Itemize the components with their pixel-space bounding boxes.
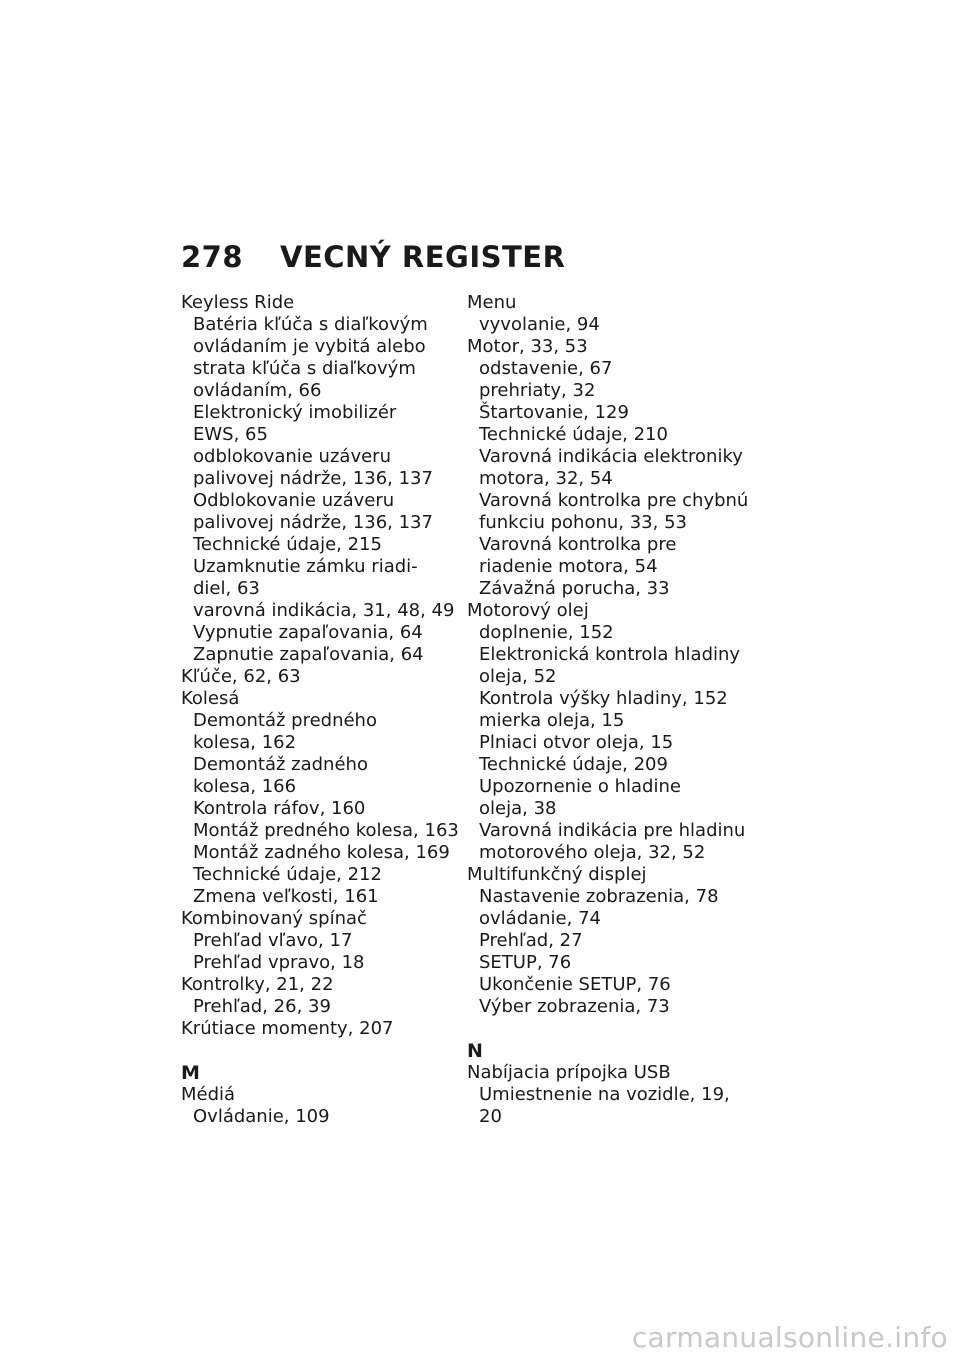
index-subentry: varovná indikácia, 31, 48, 49 bbox=[193, 600, 455, 621]
index-subentry: Plniaci otvor oleja, 15 bbox=[479, 732, 674, 753]
index-subentry: Varovná kontrolka pre chybnú bbox=[479, 490, 749, 511]
index-subentry: Technické údaje, 209 bbox=[479, 754, 668, 775]
section-gap bbox=[467, 1018, 757, 1040]
index-letter-heading: N bbox=[467, 1040, 483, 1062]
index-entry-continuation: strata kľúča s diaľkovým bbox=[193, 358, 416, 379]
index-entry-continuation: motorového oleja, 32, 52 bbox=[479, 842, 706, 863]
index-subentry: Prehľad vpravo, 18 bbox=[193, 952, 365, 973]
index-entry: Motor, 33, 53 bbox=[467, 336, 588, 357]
index-entry-continuation: ovládaním, 66 bbox=[193, 380, 322, 401]
index-subentry: Batéria kľúča s diaľkovým bbox=[193, 314, 428, 335]
index-subentry: Prehľad, 27 bbox=[479, 930, 583, 951]
index-subentry: Demontáž predného bbox=[193, 710, 377, 731]
section-gap bbox=[181, 1040, 471, 1062]
index-subentry: odblokovanie uzáveru bbox=[193, 446, 391, 467]
index-subentry: Varovná indikácia pre hladinu bbox=[479, 820, 746, 841]
index-subentry: Technické údaje, 215 bbox=[193, 534, 382, 555]
index-entry-continuation: kolesa, 166 bbox=[193, 776, 297, 797]
index-subentry: prehriaty, 32 bbox=[479, 380, 596, 401]
index-entry: Multifunkčný displej bbox=[467, 864, 647, 885]
index-subentry: Kontrola ráfov, 160 bbox=[193, 798, 366, 819]
index-entry: Kolesá bbox=[181, 688, 240, 709]
index-entry: Keyless Ride bbox=[181, 292, 295, 313]
index-subentry: Zapnutie zapaľovania, 64 bbox=[193, 644, 424, 665]
index-subentry: Umiestnenie na vozidle, 19, bbox=[479, 1084, 730, 1105]
index-entry: Krútiace momenty, 207 bbox=[181, 1018, 394, 1039]
index-entry: Médiá bbox=[181, 1084, 236, 1105]
page-header bbox=[181, 240, 565, 274]
index-entry-continuation: palivovej nádrže, 136, 137 bbox=[193, 512, 433, 533]
index-subentry: Technické údaje, 212 bbox=[193, 864, 382, 885]
index-subentry: Nastavenie zobrazenia, 78 bbox=[479, 886, 719, 907]
index-letter-heading: M bbox=[181, 1062, 200, 1084]
index-subentry: Odblokovanie uzáveru bbox=[193, 490, 395, 511]
index-entry-continuation: motora, 32, 54 bbox=[479, 468, 613, 489]
index-subentry: odstavenie, 67 bbox=[479, 358, 613, 379]
index-subentry: Kontrola výšky hladiny, 152 bbox=[479, 688, 728, 709]
index-subentry: Zmena veľkosti, 161 bbox=[193, 886, 379, 907]
index-subentry: Štartovanie, 129 bbox=[479, 402, 629, 423]
index-entry: Motorový olej bbox=[467, 600, 589, 621]
index-subentry: Technické údaje, 210 bbox=[479, 424, 668, 445]
index-column-right bbox=[467, 292, 757, 1128]
index-subentry: Vypnutie zapaľovania, 64 bbox=[193, 622, 423, 643]
index-subentry: mierka oleja, 15 bbox=[479, 710, 625, 731]
index-subentry: Závažná porucha, 33 bbox=[479, 578, 670, 599]
index-entry: Kontrolky, 21, 22 bbox=[181, 974, 334, 995]
index-subentry: vyvolanie, 94 bbox=[479, 314, 600, 335]
index-entry-continuation: 20 bbox=[479, 1106, 502, 1127]
index-entry-continuation: oleja, 52 bbox=[479, 666, 557, 687]
page-title: VECNÝ REGISTER bbox=[280, 240, 566, 274]
index-subentry: Demontáž zadného bbox=[193, 754, 368, 775]
index-entry-continuation: kolesa, 162 bbox=[193, 732, 297, 753]
index-subentry: doplnenie, 152 bbox=[479, 622, 614, 643]
index-subentry: Upozornenie o hladine bbox=[479, 776, 681, 797]
watermark: carmanualsonline.info bbox=[631, 1321, 948, 1354]
page-number: 278 bbox=[181, 240, 244, 274]
index-entry-continuation: ovládaním je vybitá alebo bbox=[193, 336, 426, 357]
index-subentry: Elektronický imobilizér bbox=[193, 402, 397, 423]
index-subentry: Uzamknutie zámku riadi- bbox=[193, 556, 418, 577]
index-subentry: Ukončenie SETUP, 76 bbox=[479, 974, 671, 995]
index-entry: Kombinovaný spínač bbox=[181, 908, 367, 929]
index-subentry: Montáž predného kolesa, 163 bbox=[193, 820, 459, 841]
index-subentry: Ovládanie, 109 bbox=[193, 1106, 330, 1127]
index-entry-continuation: funkciu pohonu, 33, 53 bbox=[479, 512, 687, 533]
index-entry-continuation: oleja, 38 bbox=[479, 798, 557, 819]
index-subentry: Elektronická kontrola hladiny bbox=[479, 644, 741, 665]
index-entry-continuation: palivovej nádrže, 136, 137 bbox=[193, 468, 433, 489]
index-entry: Menu bbox=[467, 292, 517, 313]
index-entry: Nabíjacia prípojka USB bbox=[467, 1062, 671, 1083]
index-column-left bbox=[181, 292, 471, 1128]
index-entry-continuation: riadenie motora, 54 bbox=[479, 556, 658, 577]
index-subentry: Prehľad, 26, 39 bbox=[193, 996, 331, 1017]
index-entry-continuation: EWS, 65 bbox=[193, 424, 268, 445]
index-entry-continuation: diel, 63 bbox=[193, 578, 260, 599]
index-entry: Kľúče, 62, 63 bbox=[181, 666, 301, 687]
index-subentry: Varovná indikácia elektroniky bbox=[479, 446, 743, 467]
index-subentry: Varovná kontrolka pre bbox=[479, 534, 677, 555]
index-subentry: SETUP, 76 bbox=[479, 952, 572, 973]
index-subentry: Výber zobrazenia, 73 bbox=[479, 996, 670, 1017]
index-subentry: Prehľad vľavo, 17 bbox=[193, 930, 353, 951]
index-subentry: ovládanie, 74 bbox=[479, 908, 601, 929]
index-subentry: Montáž zadného kolesa, 169 bbox=[193, 842, 450, 863]
